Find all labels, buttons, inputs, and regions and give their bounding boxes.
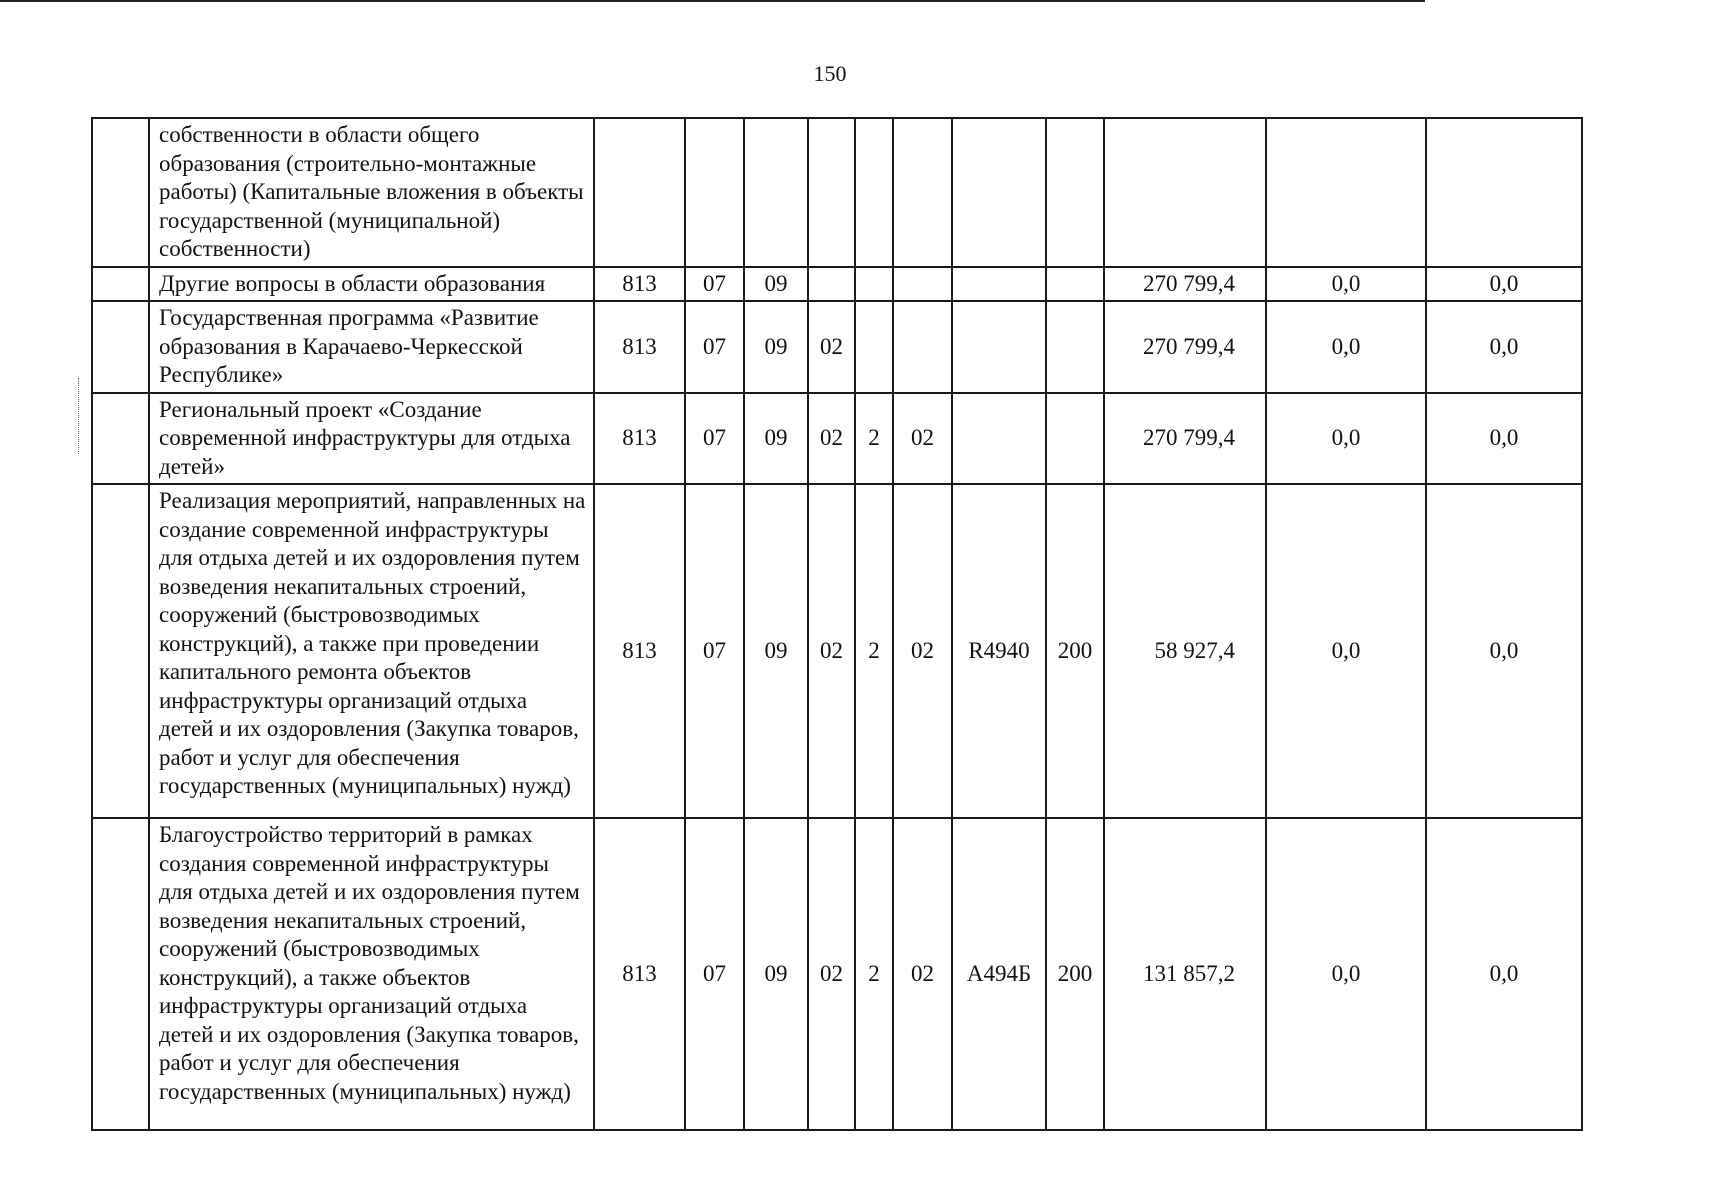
subprogram-cell [855,267,893,302]
row-number-cell [92,484,149,818]
table-row [92,267,1582,302]
section-cell [685,118,744,267]
row-number-cell [92,267,149,302]
row-number-cell [92,118,149,267]
subsection-cell [744,118,808,267]
program-cell: 02 [808,818,855,1130]
table-row [92,484,1582,818]
ministry-cell: 813 [594,393,685,485]
section-cell: 07 [685,267,744,302]
project-cell [893,301,952,393]
page-number: 150 [813,61,847,86]
amount-3-cell: 0,0 [1426,484,1582,818]
subprogram-cell: 2 [855,484,893,818]
amount-3-cell: 0,0 [1426,267,1582,302]
item-cell: R4940 [952,484,1046,818]
section-cell: 07 [685,301,744,393]
subsection-cell: 09 [744,301,808,393]
budget-table [91,117,1583,1131]
subsection-cell: 09 [744,267,808,302]
amount-2-cell: 0,0 [1266,267,1426,302]
table-row [92,818,1582,1130]
description-cell: Реализация мероприятий, направленных на создание современной инфраструктуры для отдыха детей и их оздоровления путем возведения некапитальных строений, сооружений (быстровозводимых конструкций), а также при проведении капитального ремонта объектов инфраструктуры организаций отдыха детей и их оздоровления (Закупка товаров, работ и услуг для обеспечения государственных (муниципальных) нужд) [149,484,594,818]
ministry-cell: 813 [594,818,685,1130]
ministry-cell: 813 [594,484,685,818]
project-cell [893,118,952,267]
subprogram-cell: 2 [855,818,893,1130]
description-cell: Государственная программа «Развитие образования в Карачаево-Черкесской Республике» [149,301,594,393]
expense-type-cell [1046,393,1104,485]
top-rule [0,0,1425,2]
project-cell [893,267,952,302]
item-cell [952,118,1046,267]
subsection-cell: 09 [744,818,808,1130]
expense-type-cell [1046,267,1104,302]
description-cell: Другие вопросы в области образования [149,267,594,302]
table-row [92,118,1582,267]
amount-2-cell: 0,0 [1266,484,1426,818]
row-number-cell [92,393,149,485]
section-cell: 07 [685,484,744,818]
subprogram-cell: 2 [855,393,893,485]
table-row [92,301,1582,393]
item-cell [952,267,1046,302]
amount-1-cell: 270 799,4 [1104,267,1266,302]
expense-type-cell: 200 [1046,484,1104,818]
amount-3-cell: 0,0 [1426,393,1582,485]
scan-artifact [78,378,89,454]
amount-3-cell [1426,118,1582,267]
project-cell: 02 [893,484,952,818]
project-cell: 02 [893,818,952,1130]
amount-1-cell: 131 857,2 [1104,818,1266,1130]
item-cell [952,393,1046,485]
program-cell: 02 [808,484,855,818]
program-cell: 02 [808,393,855,485]
expense-type-cell [1046,301,1104,393]
subprogram-cell [855,118,893,267]
ministry-cell: 813 [594,301,685,393]
subprogram-cell [855,301,893,393]
amount-3-cell: 0,0 [1426,301,1582,393]
amount-1-cell [1104,118,1266,267]
section-cell: 07 [685,393,744,485]
amount-2-cell: 0,0 [1266,393,1426,485]
ministry-cell [594,118,685,267]
row-number-cell [92,818,149,1130]
subsection-cell: 09 [744,484,808,818]
description-cell: собственности в области общего образования (строительно-монтажные работы) (Капитальные вложения в объекты государственной (муниципальной) собственности) [149,118,594,267]
program-cell: 02 [808,301,855,393]
amount-2-cell: 0,0 [1266,818,1426,1130]
amount-1-cell: 58 927,4 [1104,484,1266,818]
ministry-cell: 813 [594,267,685,302]
amount-2-cell [1266,118,1426,267]
expense-type-cell [1046,118,1104,267]
description-cell: Региональный проект «Создание современной инфраструктуры для отдыха детей» [149,393,594,485]
program-cell [808,267,855,302]
row-number-cell [92,301,149,393]
project-cell: 02 [893,393,952,485]
program-cell [808,118,855,267]
amount-1-cell: 270 799,4 [1104,301,1266,393]
expense-type-cell: 200 [1046,818,1104,1130]
subsection-cell: 09 [744,393,808,485]
item-cell: А494Б [952,818,1046,1130]
section-cell: 07 [685,818,744,1130]
table-row [92,393,1582,485]
amount-1-cell: 270 799,4 [1104,393,1266,485]
item-cell [952,301,1046,393]
amount-3-cell: 0,0 [1426,818,1582,1130]
description-cell: Благоустройство территорий в рамках создания современной инфраструктуры для отдыха детей и их оздоровления путем возведения некапитальных строений, сооружений (быстровозводимых конструкций), а также объектов инфраструктуры организаций отдыха детей и их оздоровления (Закупка товаров, работ и услуг для обеспечения государственных (муниципальных) нужд) [149,818,594,1130]
amount-2-cell: 0,0 [1266,301,1426,393]
